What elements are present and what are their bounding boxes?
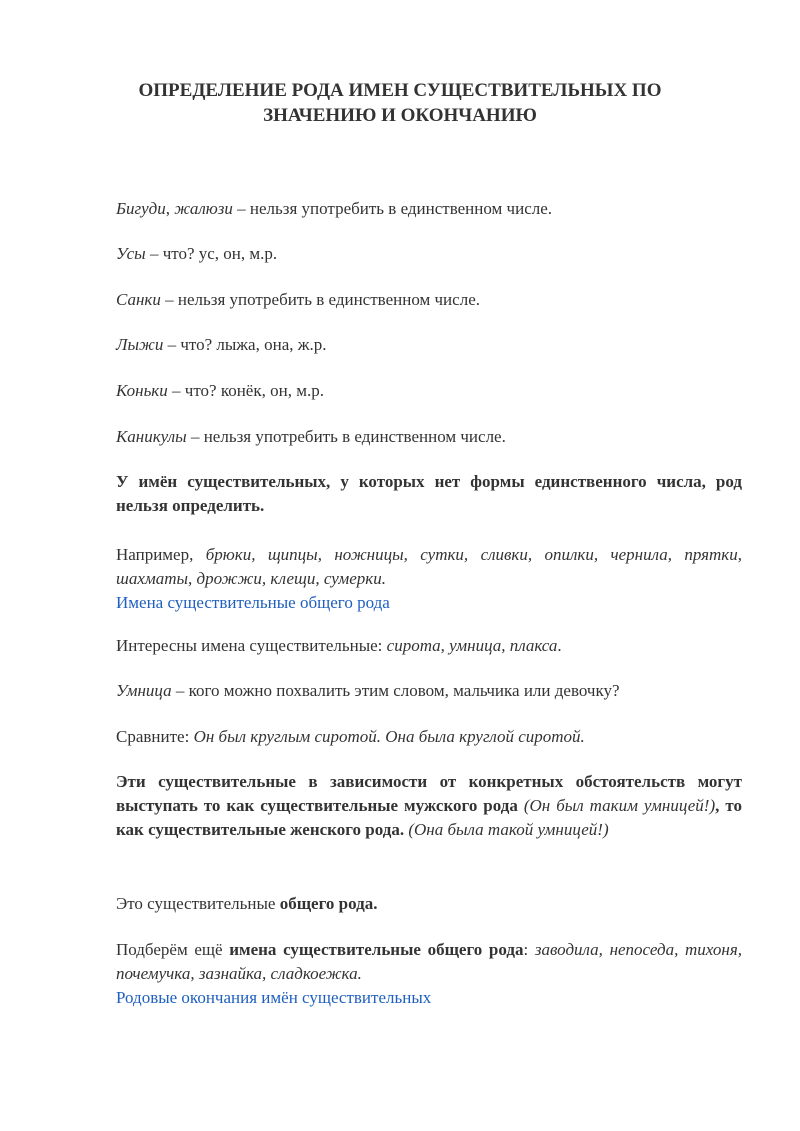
- rule-plural-only: У имён существительных, у которых нет формы единственного числа, род нельзя определить.: [116, 472, 742, 515]
- term-sanki: Санки: [116, 290, 161, 309]
- paragraph-interesting: Интересны имена существительные: сирота, умница, плакса.: [116, 636, 562, 655]
- paragraph-sanki: Санки – нельзя употребить в единственном числе.: [116, 290, 480, 309]
- page-title: ОПРЕДЕЛЕНИЕ РОДА ИМЕН СУЩЕСТВИТЕЛЬНЫХ ПО ЗНАЧЕНИЮ И ОКОНЧАНИЮ: [138, 80, 662, 126]
- rule-common-gender: Эти существительные в зависимости от конкретных обстоятельств могут выступать то как существительные мужского рода (Он был таким умницей!), то как существительные женского рода. (Она была такой умницей!): [116, 772, 742, 839]
- paragraph-kanikuly: Каникулы – нельзя употребить в единственном числе.: [116, 427, 506, 446]
- paragraph-konki: Коньки – что? конёк, он, м.р.: [116, 381, 324, 400]
- term-umnitsa: Умница: [116, 681, 172, 700]
- paragraph-more-examples: Подберём ещё имена существительные общего рода: заводила, непоседа, тихоня, почемучка, зазнайка, сладкоежка. Родовые окончания имён существительных: [116, 938, 742, 1010]
- paragraph-common-gender: Это существительные общего рода.: [116, 894, 378, 913]
- examples-list: брюки, щипцы, ножницы, сутки, сливки, опилки, чернила, прятки, шахматы, дрожжи, клещи, сумерки.: [116, 545, 742, 588]
- link-gender-endings[interactable]: Родовые окончания имён существительных: [116, 988, 432, 1007]
- paragraph-bigudi: Бигуди, жалюзи – нельзя употребить в единственном числе.: [116, 199, 553, 218]
- paragraph-usy: Усы – что? ус, он, м.р.: [116, 244, 278, 263]
- term-lyzhi: Лыжи: [116, 335, 164, 354]
- paragraph-examples: Например, брюки, щипцы, ножницы, сутки, сливки, опилки, чернила, прятки, шахматы, дрожжи, клещи, сумерки. Имена существительные общего рода: [116, 543, 742, 615]
- more-examples-list: заводила, непоседа, тихоня, почемучка, зазнайка, сладкоежка.: [116, 940, 742, 983]
- term-usy: Усы: [116, 244, 146, 263]
- term-bigudi: Бигуди: [116, 199, 166, 218]
- paragraph-compare: Сравните: Он был круглым сиротой. Она была круглой сиротой.: [116, 727, 585, 746]
- term-zhalyuzi: жалюзи: [174, 199, 233, 218]
- paragraph-lyzhi: Лыжи – что? лыжа, она, ж.р.: [116, 335, 327, 354]
- paragraph-umnitsa: Умница – кого можно похвалить этим словом, мальчика или девочку?: [116, 681, 620, 700]
- interesting-words: сирота, умница, плакса: [386, 636, 558, 655]
- compare-sentences: Он был круглым сиротой. Она была круглой сиротой.: [193, 727, 585, 746]
- term-kanikuly: Каникулы: [116, 427, 187, 446]
- link-common-gender-nouns[interactable]: Имена существительные общего рода: [116, 593, 390, 612]
- term-konki: Коньки: [116, 381, 168, 400]
